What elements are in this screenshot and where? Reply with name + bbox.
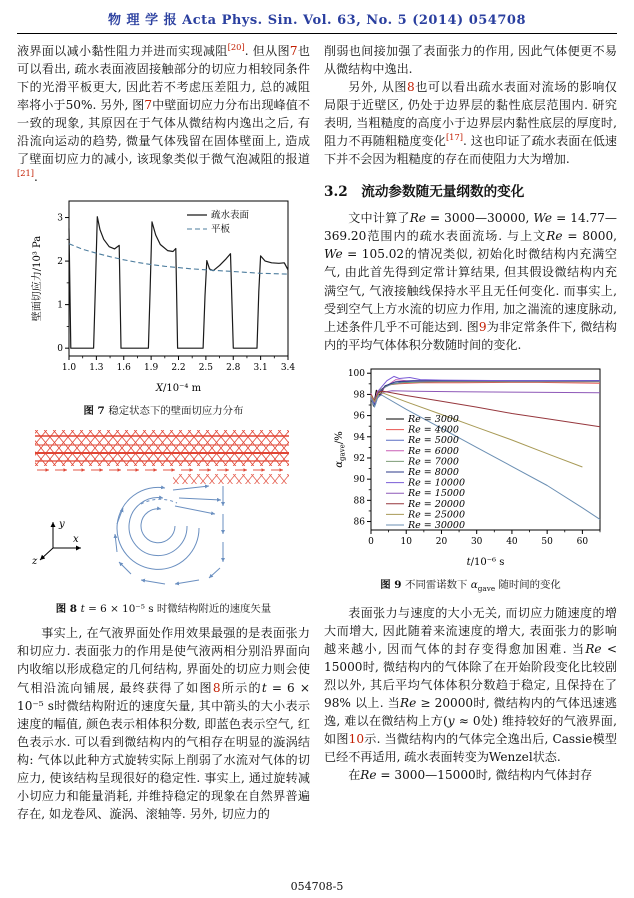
figure9-block (324, 362, 617, 596)
svg-text:98: 98 (353, 390, 365, 401)
svg-text:0: 0 (367, 536, 374, 547)
paragraph: 事实上, 在气液界面处作用效果最强的是表面张力和切应力. 表面张力的作用是使气液两相分别沿界面向内收缩以形成稳定的几何结构, 界面处的切应力则会使气相沿流向铺展, 最终获得了如图8所示的t = 6 × 10⁻⁵ s时微结构附近的速度矢量, 其中箭头的大小表示速度的幅值, 颜色表示相体积分数, 即蓝色表示空气, 红色表示水. 可以看到微结构内的气相存在明显的漩涡结构: 气体以此种方式旋转实际上削弱了水流对气体的切应力, 使该结构呈现很好的稳定性. 事实上, 通过旋转减小切应力和能量消耗, 并维持稳定的现象在自然界普遍存在, 如龙卷风、漩涡、滚轴等. 另外, 切应力的 (17, 626, 310, 821)
svg-text:2.5: 2.5 (198, 363, 213, 374)
svg-text:Re = 7000: Re = 7000 (407, 456, 459, 468)
figure7-block (17, 194, 310, 418)
svg-text:Re = 30000: Re = 30000 (407, 519, 465, 531)
figure8-caption: 图 8 t = 6 × 10⁻⁵ s 时微结构附近的速度矢量 (55, 603, 272, 616)
figure7-caption: 图 7 稳定状态下的壁面切应力分布 (83, 405, 244, 418)
paragraph: 液界面以减小黏性阻力并进而实现减阻[20]. 但从图7也可以看出, 疏水表面液固接触部分的切应力相较同条件下的光滑平板更大, 因此若不考虑压差阻力, 总的减阻率将小于50%. 另外, 图7中壁面切应力分布出现峰值不一致的现象, 其原因在于气体从微结构内逸出之后, 有沿流向运动的趋势, 微量气体残留在固体壁面上, 造成了壁面切应力的减小, 该现象类似于微气泡减阻的报道[21]. (17, 41, 310, 185)
svg-text:Re = 3000: Re = 3000 (407, 413, 459, 425)
svg-text:X/10⁻⁴ m: X/10⁻⁴ m (155, 383, 201, 395)
svg-text:壁面切应力/10³ Pa: 壁面切应力/10³ Pa (31, 236, 43, 322)
svg-text:Re = 20000: Re = 20000 (407, 498, 465, 510)
air-vortex-vectors-blue (115, 486, 223, 584)
svg-text:Re = 5000: Re = 5000 (407, 434, 459, 446)
svg-text:αgave/%: $\alpha_{gave}/\%$ (333, 431, 346, 468)
section-heading: 3.2 流动参数随无量纲数的变化 (324, 184, 525, 201)
svg-text:t/10⁻⁶ s: t/10⁻⁶ s (466, 556, 504, 568)
svg-text:1: 1 (56, 300, 63, 311)
svg-text:疏水表面: 疏水表面 (210, 210, 249, 222)
axis-label-z: z (31, 556, 37, 568)
svg-text:92: 92 (353, 453, 365, 464)
journal-header: 物 理 学 报 Acta Phys. Sin. Vol. 63, No. 5 (2014) 054708 (108, 13, 526, 28)
right-column (324, 42, 617, 823)
two-column-layout (0, 42, 634, 823)
svg-text:1.9: 1.9 (143, 363, 158, 374)
page-number: 054708-5 (290, 880, 344, 893)
figure9-caption: 图 9 不同雷诺数下 $\alpha_{gave}$ 随时间的变化 (380, 578, 561, 593)
svg-text:0: 0 (56, 344, 63, 355)
svg-text:Re = 4000: Re = 4000 (407, 424, 459, 436)
svg-text:2.8: 2.8 (225, 363, 240, 374)
axis-label-y: y (58, 519, 65, 531)
svg-text:100: 100 (347, 368, 365, 379)
figure8-vector-field (23, 426, 305, 594)
svg-text:平板: 平板 (210, 224, 230, 236)
axis-label-x: x (72, 534, 79, 546)
svg-text:88: 88 (353, 496, 365, 507)
svg-text:2.2: 2.2 (170, 363, 186, 374)
svg-text:86: 86 (353, 517, 365, 528)
paragraph: 另外, 从图8也可以看出疏水表面对流场的影响仅局限于近壁区, 仍处于边界层的黏性底层范围内. 研究表明, 当粗糙度的高度小于边界层内黏性底层的厚度时, 阻力不再随粗糙度变化[17]. 这也印证了疏水表面在低速下并不会因为粗糙度的存在而使阻力大为增加. (324, 80, 617, 167)
paragraph: 文中计算了Re = 3000—30000, We = 14.77—369.20范围内的疏水表面流场. 与上文Re = 8000, We = 105.02的情况类似, 初始化时微结构内充满空气, 由此首先得到定常计算结果, 但其假设微结构内充满空气, 气液接触线保持水平且无任何变化. 而事实上, 受到空气上方水流的切应力作用, 加之湍流的速度脉动, 上述条件几乎不可能达到. 图9为非定常条件下, 微结构内的平均气体体积分数随时间的变化. (324, 211, 617, 352)
svg-text:1.6: 1.6 (116, 363, 131, 374)
left-column (17, 42, 310, 823)
svg-text:3.4: 3.4 (280, 363, 295, 374)
svg-text:Re = 25000: Re = 25000 (407, 509, 465, 521)
water-vectors-red (35, 430, 289, 484)
svg-text:30: 30 (470, 536, 482, 547)
svg-text:20: 20 (435, 536, 447, 547)
figure9-chart (331, 362, 611, 570)
svg-text:3.1: 3.1 (252, 363, 268, 374)
svg-text:90: 90 (353, 474, 365, 485)
figure7-chart (29, 194, 299, 396)
svg-text:40: 40 (505, 536, 518, 547)
paragraph: 削弱也间接加强了表面张力的作用, 因此气体便更不易从微结构中逸出. (324, 44, 617, 77)
svg-text:10: 10 (400, 536, 412, 547)
paragraph: 在Re = 3000—15000时, 微结构内气体封存 (348, 768, 593, 783)
svg-text:94: 94 (353, 432, 365, 443)
svg-text:3: 3 (56, 213, 63, 224)
svg-text:Re = 6000: Re = 6000 (407, 445, 459, 457)
header-rule (17, 33, 617, 34)
svg-text:60: 60 (576, 536, 588, 547)
svg-text:1.0: 1.0 (61, 363, 76, 374)
svg-text:Re = 8000: Re = 8000 (407, 466, 459, 478)
svg-text:Re = 15000: Re = 15000 (407, 487, 465, 499)
svg-text:2: 2 (56, 257, 63, 268)
figure8-block (17, 426, 310, 616)
svg-text:1.3: 1.3 (88, 363, 104, 374)
paragraph: 表面张力与速度的大小无关, 而切应力随速度的增大而增大, 因此随着来流速度的增大, 表面张力的影响越来越小, 因而气体的封存变得愈加困难. 当Re < 15000时, 微结构内的气体除了在开始阶段变化比较剧烈以外, 其后平均气体体积分数趋于稳定, 且保持在了98% 以上. 当Re ≥ 20000时, 微结构内的气体迅速逃逸, 难以在微结构上方(y ≈ 0处) 维持较好的气液界面, 如图10示. 当微结构内的气体完全逸出后, Cassie模型已经不再适用, 疏水表面转变为Wenzel状态. (324, 605, 617, 765)
svg-text:50: 50 (540, 536, 553, 547)
svg-text:96: 96 (353, 411, 365, 422)
svg-text:Re = 10000: Re = 10000 (407, 477, 465, 489)
